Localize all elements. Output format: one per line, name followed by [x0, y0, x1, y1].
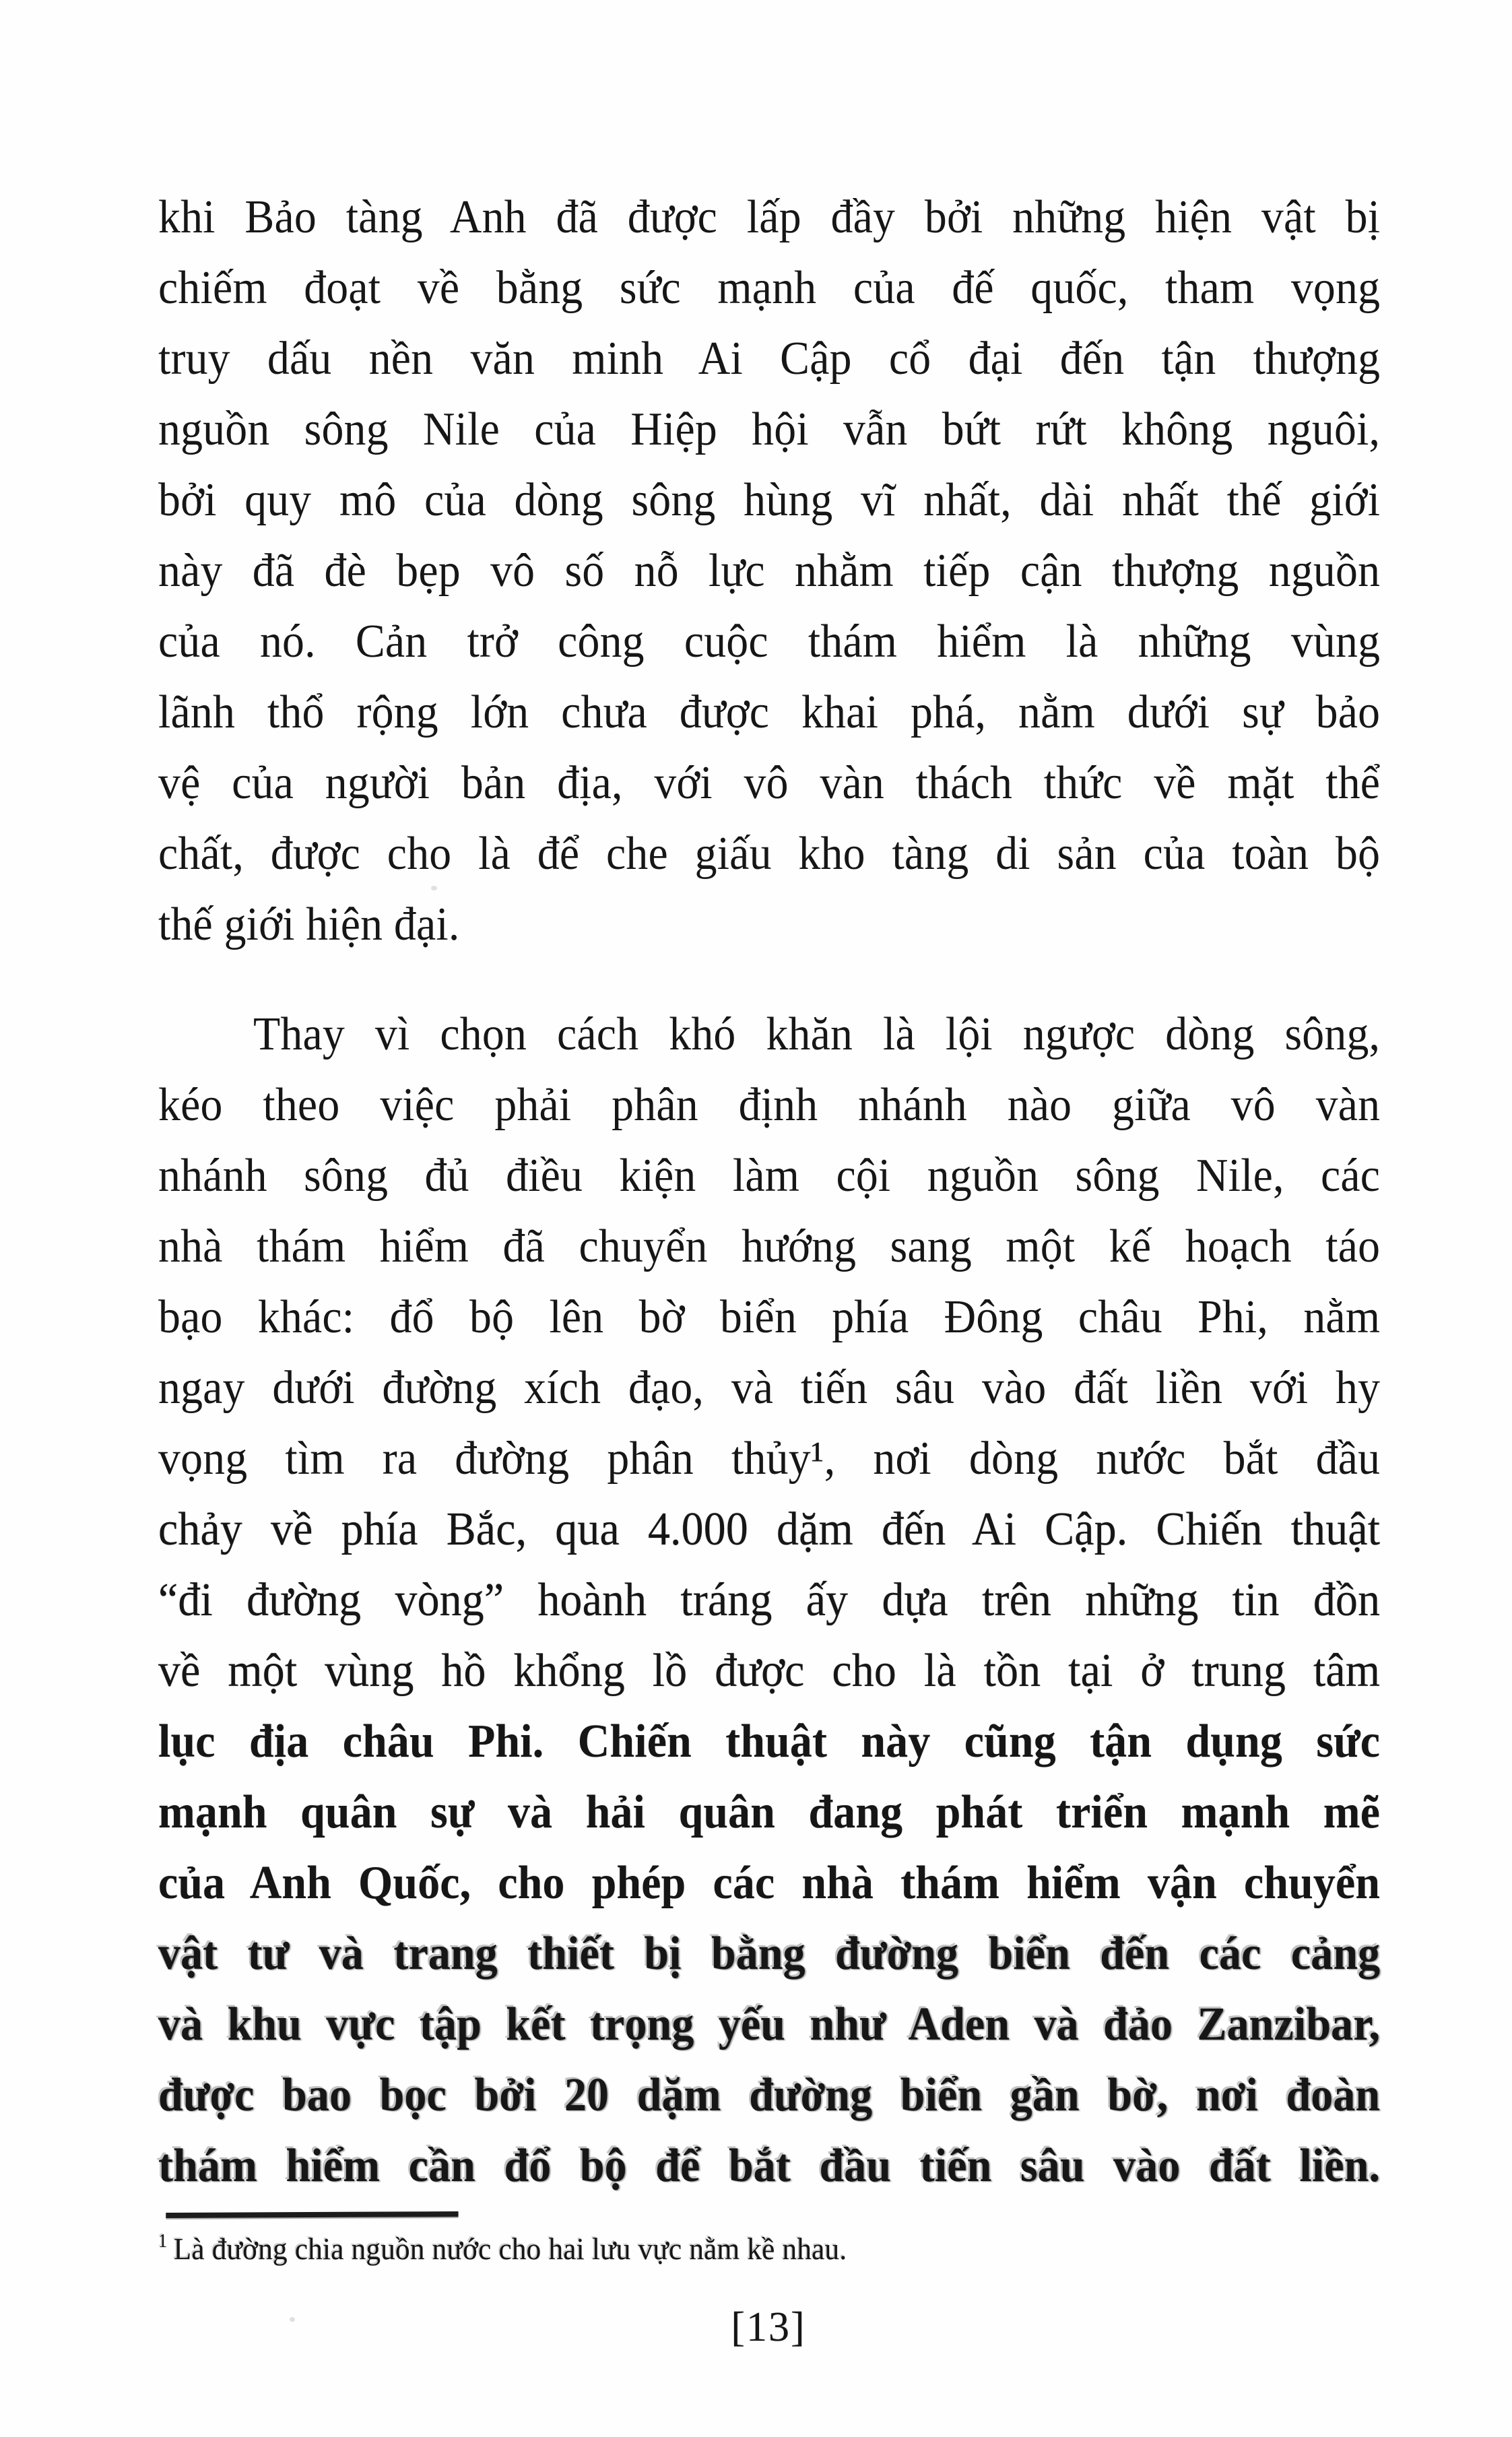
text-line: vệ của người bản địa, với vô vàn thách thức về mặt thể: [158, 757, 1381, 809]
text-line: chảy về phía Bắc, qua 4.000 dặm đến Ai Cập. Chiến thuật: [158, 1503, 1381, 1555]
text-line: thế giới hiện đại.: [158, 899, 460, 950]
text-line: chiếm đoạt về bằng sức mạnh của đế quốc, tham vọng: [158, 262, 1381, 314]
footnote-separator: [166, 2211, 458, 2218]
text-line: thám hiểm cần đổ bộ để bắt đầu tiến sâu vào đất liền.: [158, 2140, 1381, 2192]
footnote-text: Là đường chia nguồn nước cho hai lưu vực nằm kề nhau.: [173, 2232, 847, 2266]
text-line: nhà thám hiểm đã chuyển hướng sang một kế hoạch táo: [158, 1221, 1381, 1272]
text-line: của nó. Cản trở công cuộc thám hiểm là những vùng: [158, 616, 1381, 668]
text-line: truy dấu nền văn minh Ai Cập cổ đại đến tận thượng: [158, 333, 1381, 385]
text-line: nguồn sông Nile của Hiệp hội vẫn bứt rứt không nguôi,: [158, 403, 1381, 455]
text-line: chất, được cho là để che giấu kho tàng di sản của toàn bộ: [158, 828, 1381, 880]
text-line: vọng tìm ra đường phân thủy¹, nơi dòng nước bắt đầu: [158, 1433, 1381, 1485]
text-line: Thay vì chọn cách khó khăn là lội ngược dòng sông,: [253, 1008, 1381, 1060]
text-line: lục địa châu Phi. Chiến thuật này cũng tận dụng sức: [158, 1716, 1381, 1767]
text-line: của Anh Quốc, cho phép các nhà thám hiểm vận chuyển: [158, 1857, 1381, 1909]
text-line: khi Bảo tàng Anh đã được lấp đầy bởi những hiện vật bị: [158, 191, 1381, 243]
text-line: được bao bọc bởi 20 dặm đường biển gần bờ, nơi đoàn: [158, 2069, 1381, 2121]
text-line: và khu vực tập kết trọng yếu như Aden và đảo Zanzibar,: [158, 1999, 1381, 2050]
text-line: kéo theo việc phải phân định nhánh nào giữa vô vàn: [158, 1079, 1381, 1131]
scan-noise-speck: [431, 886, 437, 890]
text-line: ngay dưới đường xích đạo, và tiến sâu vào đất liền với hy: [158, 1362, 1381, 1414]
footnote: [158, 2230, 1380, 2269]
body-text-block: [158, 182, 1380, 2269]
footnote-marker: 1: [158, 2231, 168, 2252]
page-number: [13]: [731, 2304, 806, 2350]
text-line: bởi quy mô của dòng sông hùng vĩ nhất, dài nhất thế giới: [158, 474, 1381, 526]
paragraph-1: [158, 182, 1380, 960]
scan-noise-speck: [1280, 2021, 1286, 2026]
text-line: này đã đè bẹp vô số nỗ lực nhằm tiếp cận thượng nguồn: [158, 545, 1381, 597]
text-line: mạnh quân sự và hải quân đang phát triển mạnh mẽ: [158, 1786, 1381, 1838]
text-line: bạo khác: đổ bộ lên bờ biển phía Đông châu Phi, nằm: [158, 1291, 1381, 1343]
text-line: về một vùng hồ khổng lồ được cho là tồn tại ở trung tâm: [158, 1645, 1381, 1697]
text-line: “đi đường vòng” hoành tráng ấy dựa trên những tin đồn: [158, 1574, 1381, 1626]
text-line: nhánh sông đủ điều kiện làm cội nguồn sông Nile, các: [158, 1150, 1381, 1202]
text-line: lãnh thổ rộng lớn chưa được khai phá, nằm dưới sự bảo: [158, 686, 1381, 738]
text-line: vật tư và trang thiết bị bằng đường biển đến các cảng: [158, 1928, 1381, 1980]
paragraph-2: [158, 999, 1380, 2201]
scan-noise-speck: [290, 2317, 295, 2322]
